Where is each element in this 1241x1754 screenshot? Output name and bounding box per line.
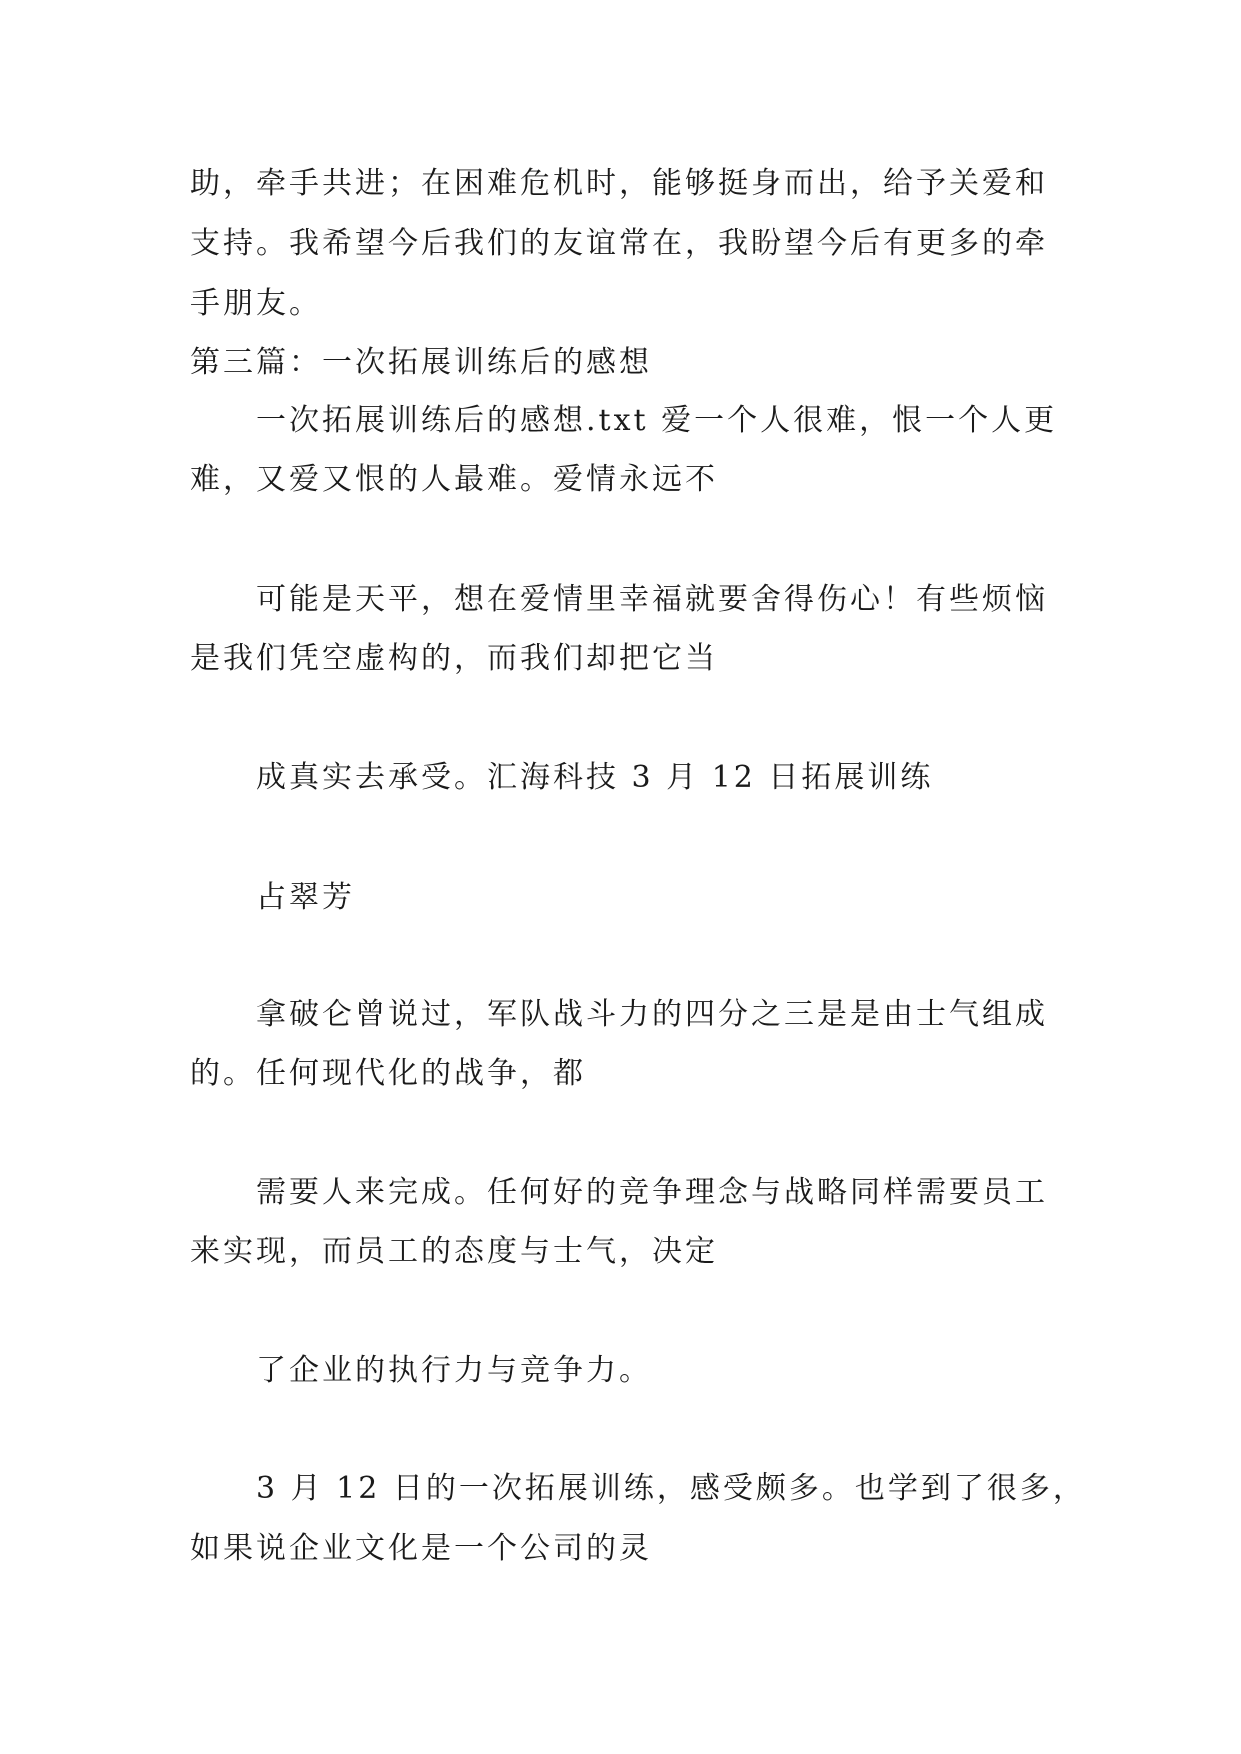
text-line: 一次拓展训练后的感想.txt 爱一个人很难，恨一个人更: [256, 403, 1058, 438]
section-heading: 第三篇：一次拓展训练后的感想: [190, 345, 652, 380]
text-line: 可能是天平，想在爱情里幸福就要舍得伤心！有些烦恼: [256, 582, 1048, 617]
text-line: 如果说企业文化是一个公司的灵: [190, 1531, 652, 1566]
text-line: 3 月 12 日的一次拓展训练，感受颇多。也学到了很多，: [256, 1471, 1086, 1506]
text-line: 助，牵手共进；在困难危机时，能够挺身而出，给予关爱和: [190, 166, 1048, 201]
text-line: 成真实去承受。汇海科技 3 月 12 日拓展训练: [256, 760, 934, 795]
text-line: 难，又爱又恨的人最难。爱情永远不: [190, 462, 718, 497]
text-line: 支持。我希望今后我们的友谊常在，我盼望今后有更多的牵: [190, 226, 1048, 261]
text-line: 手朋友。: [190, 286, 322, 321]
author-name: 占翠芳: [256, 880, 355, 915]
text-line: 的。任何现代化的战争，都: [190, 1056, 586, 1091]
text-line: 拿破仑曾说过，军队战斗力的四分之三是是由士气组成: [256, 997, 1048, 1032]
text-line: 了企业的执行力与竞争力。: [256, 1353, 652, 1388]
text-line: 是我们凭空虚构的，而我们却把它当: [190, 641, 718, 676]
text-line: 来实现，而员工的态度与士气，决定: [190, 1234, 718, 1269]
text-line: 需要人来完成。任何好的竞争理念与战略同样需要员工: [256, 1175, 1048, 1210]
